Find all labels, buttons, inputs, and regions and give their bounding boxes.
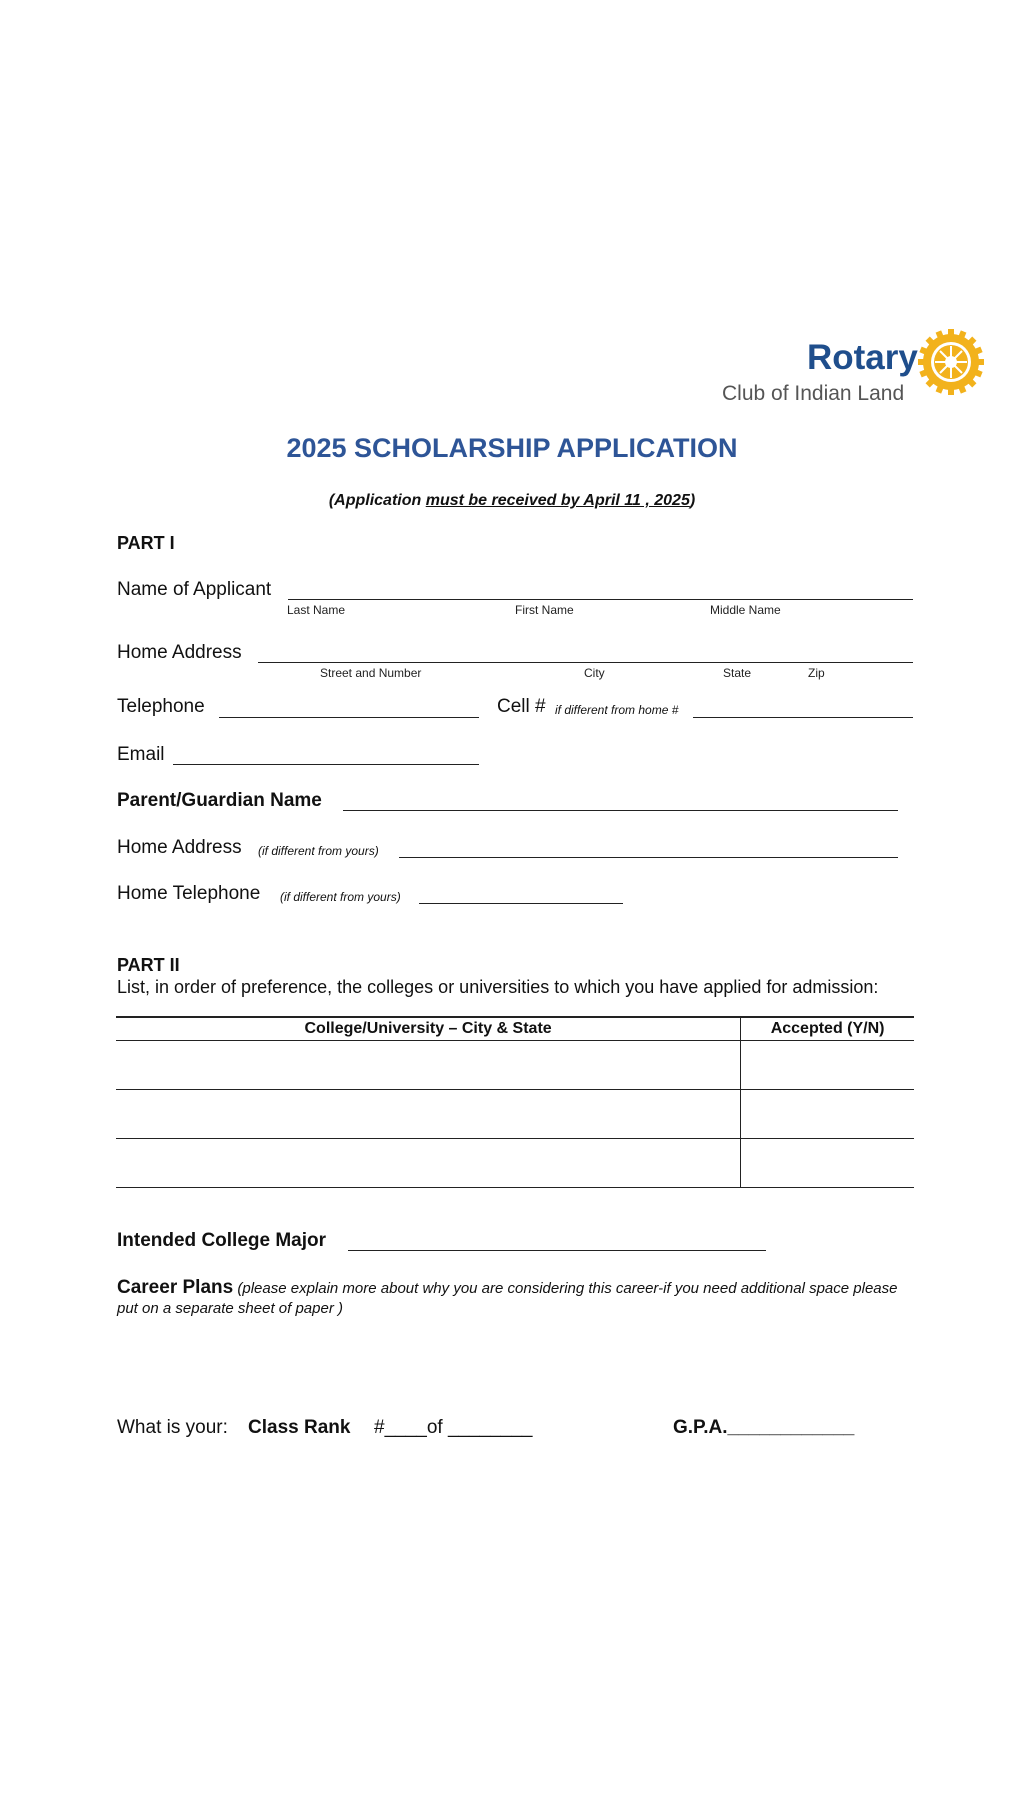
logo-subtitle: Club of Indian Land: [722, 382, 905, 405]
deadline-note: (Application must be received by April 11 , 2025): [328, 492, 696, 509]
guardian-phone-field[interactable]: [419, 903, 623, 904]
guardian-phone-note: (if different from yours): [280, 890, 401, 904]
accepted-cell[interactable]: [741, 1090, 914, 1139]
part1-heading: PART I: [117, 533, 175, 553]
guardian-label: Parent/Guardian Name: [117, 790, 322, 811]
guardian-address-field[interactable]: [399, 857, 898, 858]
career-plans-area[interactable]: [117, 1325, 914, 1395]
telephone-label: Telephone: [117, 696, 205, 717]
college-cell[interactable]: [116, 1090, 741, 1139]
telephone-field[interactable]: [219, 717, 479, 718]
last-name-sublabel: Last Name: [287, 603, 346, 617]
rotary-wheel-icon: [916, 327, 986, 397]
table-row: [116, 1041, 914, 1090]
table-row: [116, 1090, 914, 1139]
accepted-column-header: Accepted (Y/N): [741, 1017, 914, 1041]
name-field[interactable]: [288, 599, 913, 600]
first-name-sublabel: First Name: [515, 603, 574, 617]
state-sublabel: State: [723, 666, 752, 680]
rank-field[interactable]: #____of ________: [374, 1417, 533, 1438]
cell-field[interactable]: [693, 717, 913, 718]
college-table: [116, 1016, 914, 1188]
logo-name: Rotary: [807, 338, 918, 377]
table-row: [116, 1139, 914, 1188]
guardian-field[interactable]: [343, 810, 898, 811]
major-field[interactable]: [348, 1250, 766, 1251]
college-column-header: College/University – City & State: [116, 1017, 741, 1041]
address-label: Home Address: [117, 642, 242, 663]
address-field[interactable]: [258, 662, 913, 663]
guardian-address-label: Home Address: [117, 837, 242, 858]
accepted-cell[interactable]: [741, 1139, 914, 1188]
part2-instruction: List, in order of preference, the colleges or universities to which you have applied for admission:: [117, 977, 879, 997]
accepted-cell[interactable]: [741, 1041, 914, 1090]
cell-label: Cell #: [497, 696, 546, 717]
guardian-address-note: (if different from yours): [258, 844, 379, 858]
college-cell[interactable]: [116, 1041, 741, 1090]
career-plans: [117, 1278, 907, 1319]
name-label: Name of Applicant: [117, 579, 272, 600]
zip-sublabel: Zip: [808, 666, 825, 680]
middle-name-sublabel: Middle Name: [710, 603, 781, 617]
major-label: Intended College Major: [117, 1230, 327, 1251]
guardian-phone-label: Home Telephone: [117, 883, 261, 904]
part2-heading: PART II: [117, 955, 180, 975]
page-title: 2025 SCHOLARSHIP APPLICATION: [286, 433, 738, 463]
cell-note: if different from home #: [555, 703, 679, 717]
city-sublabel: City: [584, 666, 605, 680]
street-sublabel: Street and Number: [320, 666, 422, 680]
gpa-field[interactable]: G.P.A.____________: [673, 1417, 855, 1438]
career-label: Career Plans: [117, 1277, 234, 1298]
email-label: Email: [117, 744, 165, 765]
rank-label: Class Rank: [248, 1417, 351, 1438]
rank-prefix: What is your:: [117, 1417, 228, 1438]
email-field[interactable]: [173, 764, 479, 765]
college-cell[interactable]: [116, 1139, 741, 1188]
career-note: (please explain more about why you are considering this career-if you need additional space please put on a separate sheet of paper ): [117, 1280, 898, 1317]
